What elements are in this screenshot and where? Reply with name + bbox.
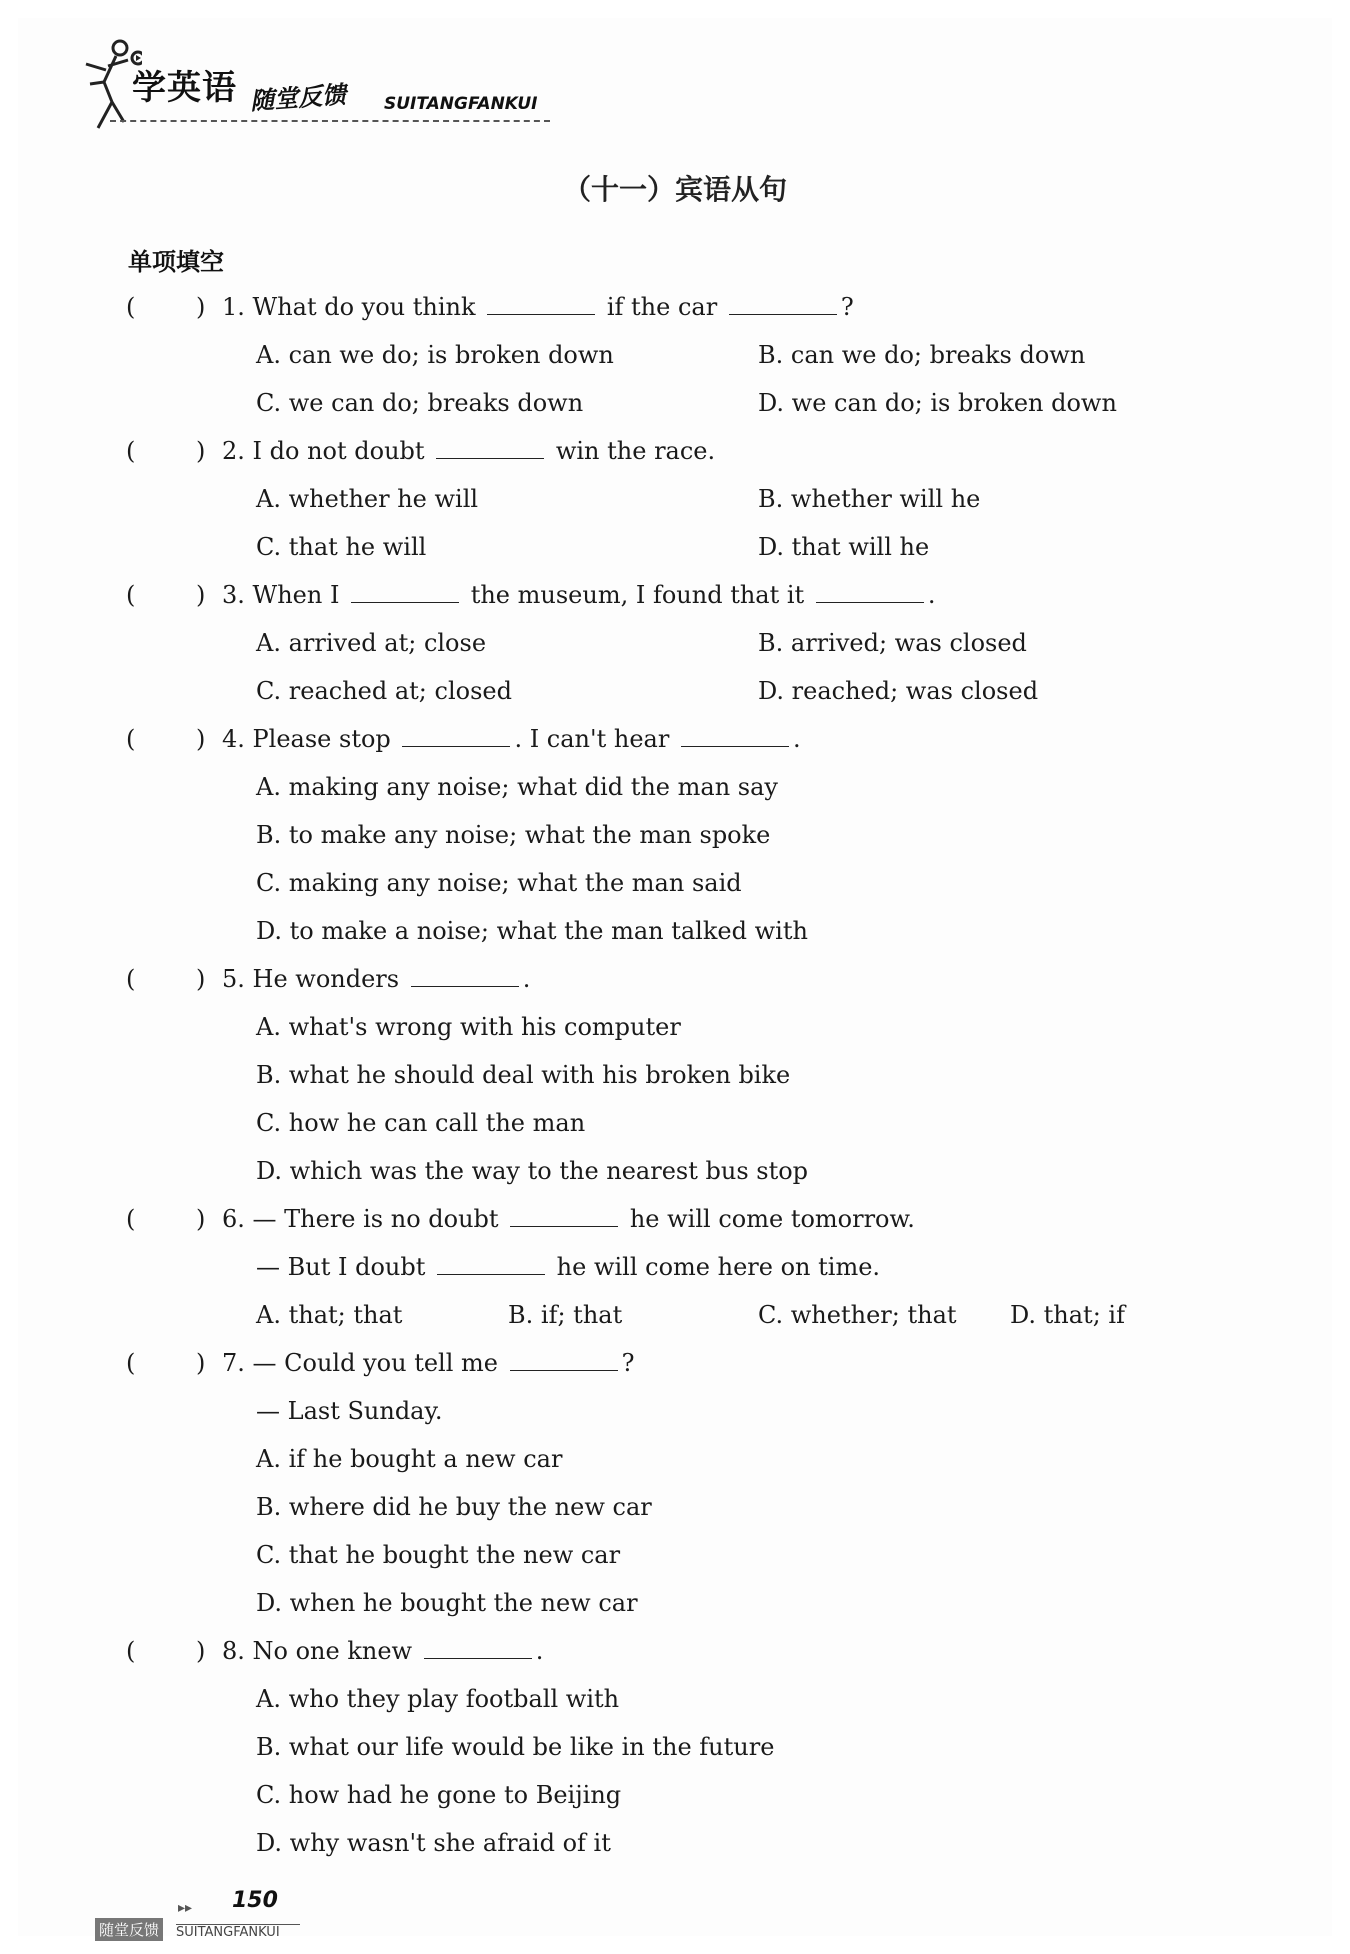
answer-paren-close: ) [196, 293, 206, 321]
logo-en-text: SUITANGFANKUI [384, 94, 538, 114]
answer-paren-close: ) [196, 965, 206, 993]
option-d: D. when he bought the new car [256, 1589, 638, 1617]
option-a: A. arrived at; close [256, 629, 487, 657]
answer-blank[interactable] [729, 294, 837, 315]
question-stem: 5. He wonders . [222, 965, 531, 993]
answer-blank[interactable] [437, 1254, 545, 1275]
page-title: （十一）宾语从句 [562, 173, 787, 206]
question-stem: 4. Please stop . I can't hear . [222, 725, 801, 753]
option-b: B. what he should deal with his broken bike [256, 1061, 791, 1089]
answer-blank[interactable] [681, 726, 789, 747]
answer-blank[interactable] [510, 1206, 618, 1227]
answer-paren-close: ) [196, 437, 206, 465]
section-heading: 单项填空 [128, 248, 224, 276]
option-a: A. that; that [256, 1301, 403, 1329]
option-d: D. reached; was closed [758, 677, 1039, 705]
option-b: B. arrived; was closed [758, 629, 1027, 657]
option-a: A. if he bought a new car [256, 1445, 563, 1473]
option-d: D. to make a noise; what the man talked with [256, 917, 808, 945]
logo-main-text: 学英语 [132, 68, 237, 108]
question-stem: 3. When I the museum, I found that it . [222, 581, 936, 609]
page-number: 150 [232, 1888, 278, 1913]
footer-tag: 随堂反馈 [95, 1918, 163, 1941]
option-c: C. reached at; closed [256, 677, 512, 705]
option-c: C. that he bought the new car [256, 1541, 621, 1569]
answer-paren-open: ( [126, 293, 136, 321]
answer-blank[interactable] [510, 1350, 618, 1371]
answer-paren-open: ( [126, 965, 136, 993]
answer-blank[interactable] [816, 582, 924, 603]
question-stem: 7. — Could you tell me ? [222, 1349, 635, 1377]
answer-paren-open: ( [126, 1349, 136, 1377]
option-b: B. can we do; breaks down [758, 341, 1086, 369]
option-a: A. who they play football with [256, 1685, 620, 1713]
option-d: D. that; if [1010, 1301, 1125, 1329]
option-b: B. where did he buy the new car [256, 1493, 652, 1521]
answer-paren-open: ( [126, 1637, 136, 1665]
answer-blank[interactable] [351, 582, 459, 603]
question-stem: 1. What do you think if the car ? [222, 293, 854, 321]
option-c: C. we can do; breaks down [256, 389, 584, 417]
option-a: A. making any noise; what did the man say [256, 773, 778, 801]
answer-paren-close: ) [196, 725, 206, 753]
footer-tag-en: SUITANGFANKUI [176, 1924, 300, 1940]
logo-sub-text: 随堂反馈 [249, 80, 348, 116]
option-a: A. what's wrong with his computer [256, 1013, 681, 1041]
answer-blank[interactable] [411, 966, 519, 987]
question-stem: 8. No one knew . [222, 1637, 544, 1665]
option-b: B. whether will he [758, 485, 981, 513]
option-d: D. that will he [758, 533, 930, 561]
question-stem-line2: — Last Sunday. [256, 1397, 443, 1425]
option-b: B. what our life would be like in the future [256, 1733, 775, 1761]
option-d: D. why wasn't she afraid of it [256, 1829, 611, 1857]
answer-paren-close: ) [196, 1349, 206, 1377]
answer-paren-open: ( [126, 1205, 136, 1233]
answer-blank[interactable] [436, 438, 544, 459]
option-a: A. whether he will [256, 485, 479, 513]
question-stem-line2: — But I doubt he will come here on time. [256, 1253, 881, 1281]
answer-blank[interactable] [424, 1638, 532, 1659]
option-a: A. can we do; is broken down [256, 341, 614, 369]
logo-divider [110, 120, 550, 122]
option-b: B. if; that [508, 1301, 623, 1329]
question-stem: 2. I do not doubt win the race. [222, 437, 716, 465]
answer-paren-close: ) [196, 1205, 206, 1233]
footer-arrow-icon: ▸▸ [178, 1900, 193, 1916]
option-c: C. whether; that [758, 1301, 957, 1329]
answer-paren-close: ) [196, 1637, 206, 1665]
option-c: C. that he will [256, 533, 427, 561]
answer-paren-open: ( [126, 437, 136, 465]
answer-blank[interactable] [487, 294, 595, 315]
option-c: C. how had he gone to Beijing [256, 1781, 622, 1809]
answer-paren-close: ) [196, 581, 206, 609]
option-c: C. making any noise; what the man said [256, 869, 742, 897]
answer-blank[interactable] [402, 726, 510, 747]
answer-paren-open: ( [126, 581, 136, 609]
option-d: D. we can do; is broken down [758, 389, 1117, 417]
option-d: D. which was the way to the nearest bus stop [256, 1157, 809, 1185]
question-stem: 6. — There is no doubt he will come tomorrow. [222, 1205, 915, 1233]
option-b: B. to make any noise; what the man spoke [256, 821, 771, 849]
answer-paren-open: ( [126, 725, 136, 753]
option-c: C. how he can call the man [256, 1109, 586, 1137]
